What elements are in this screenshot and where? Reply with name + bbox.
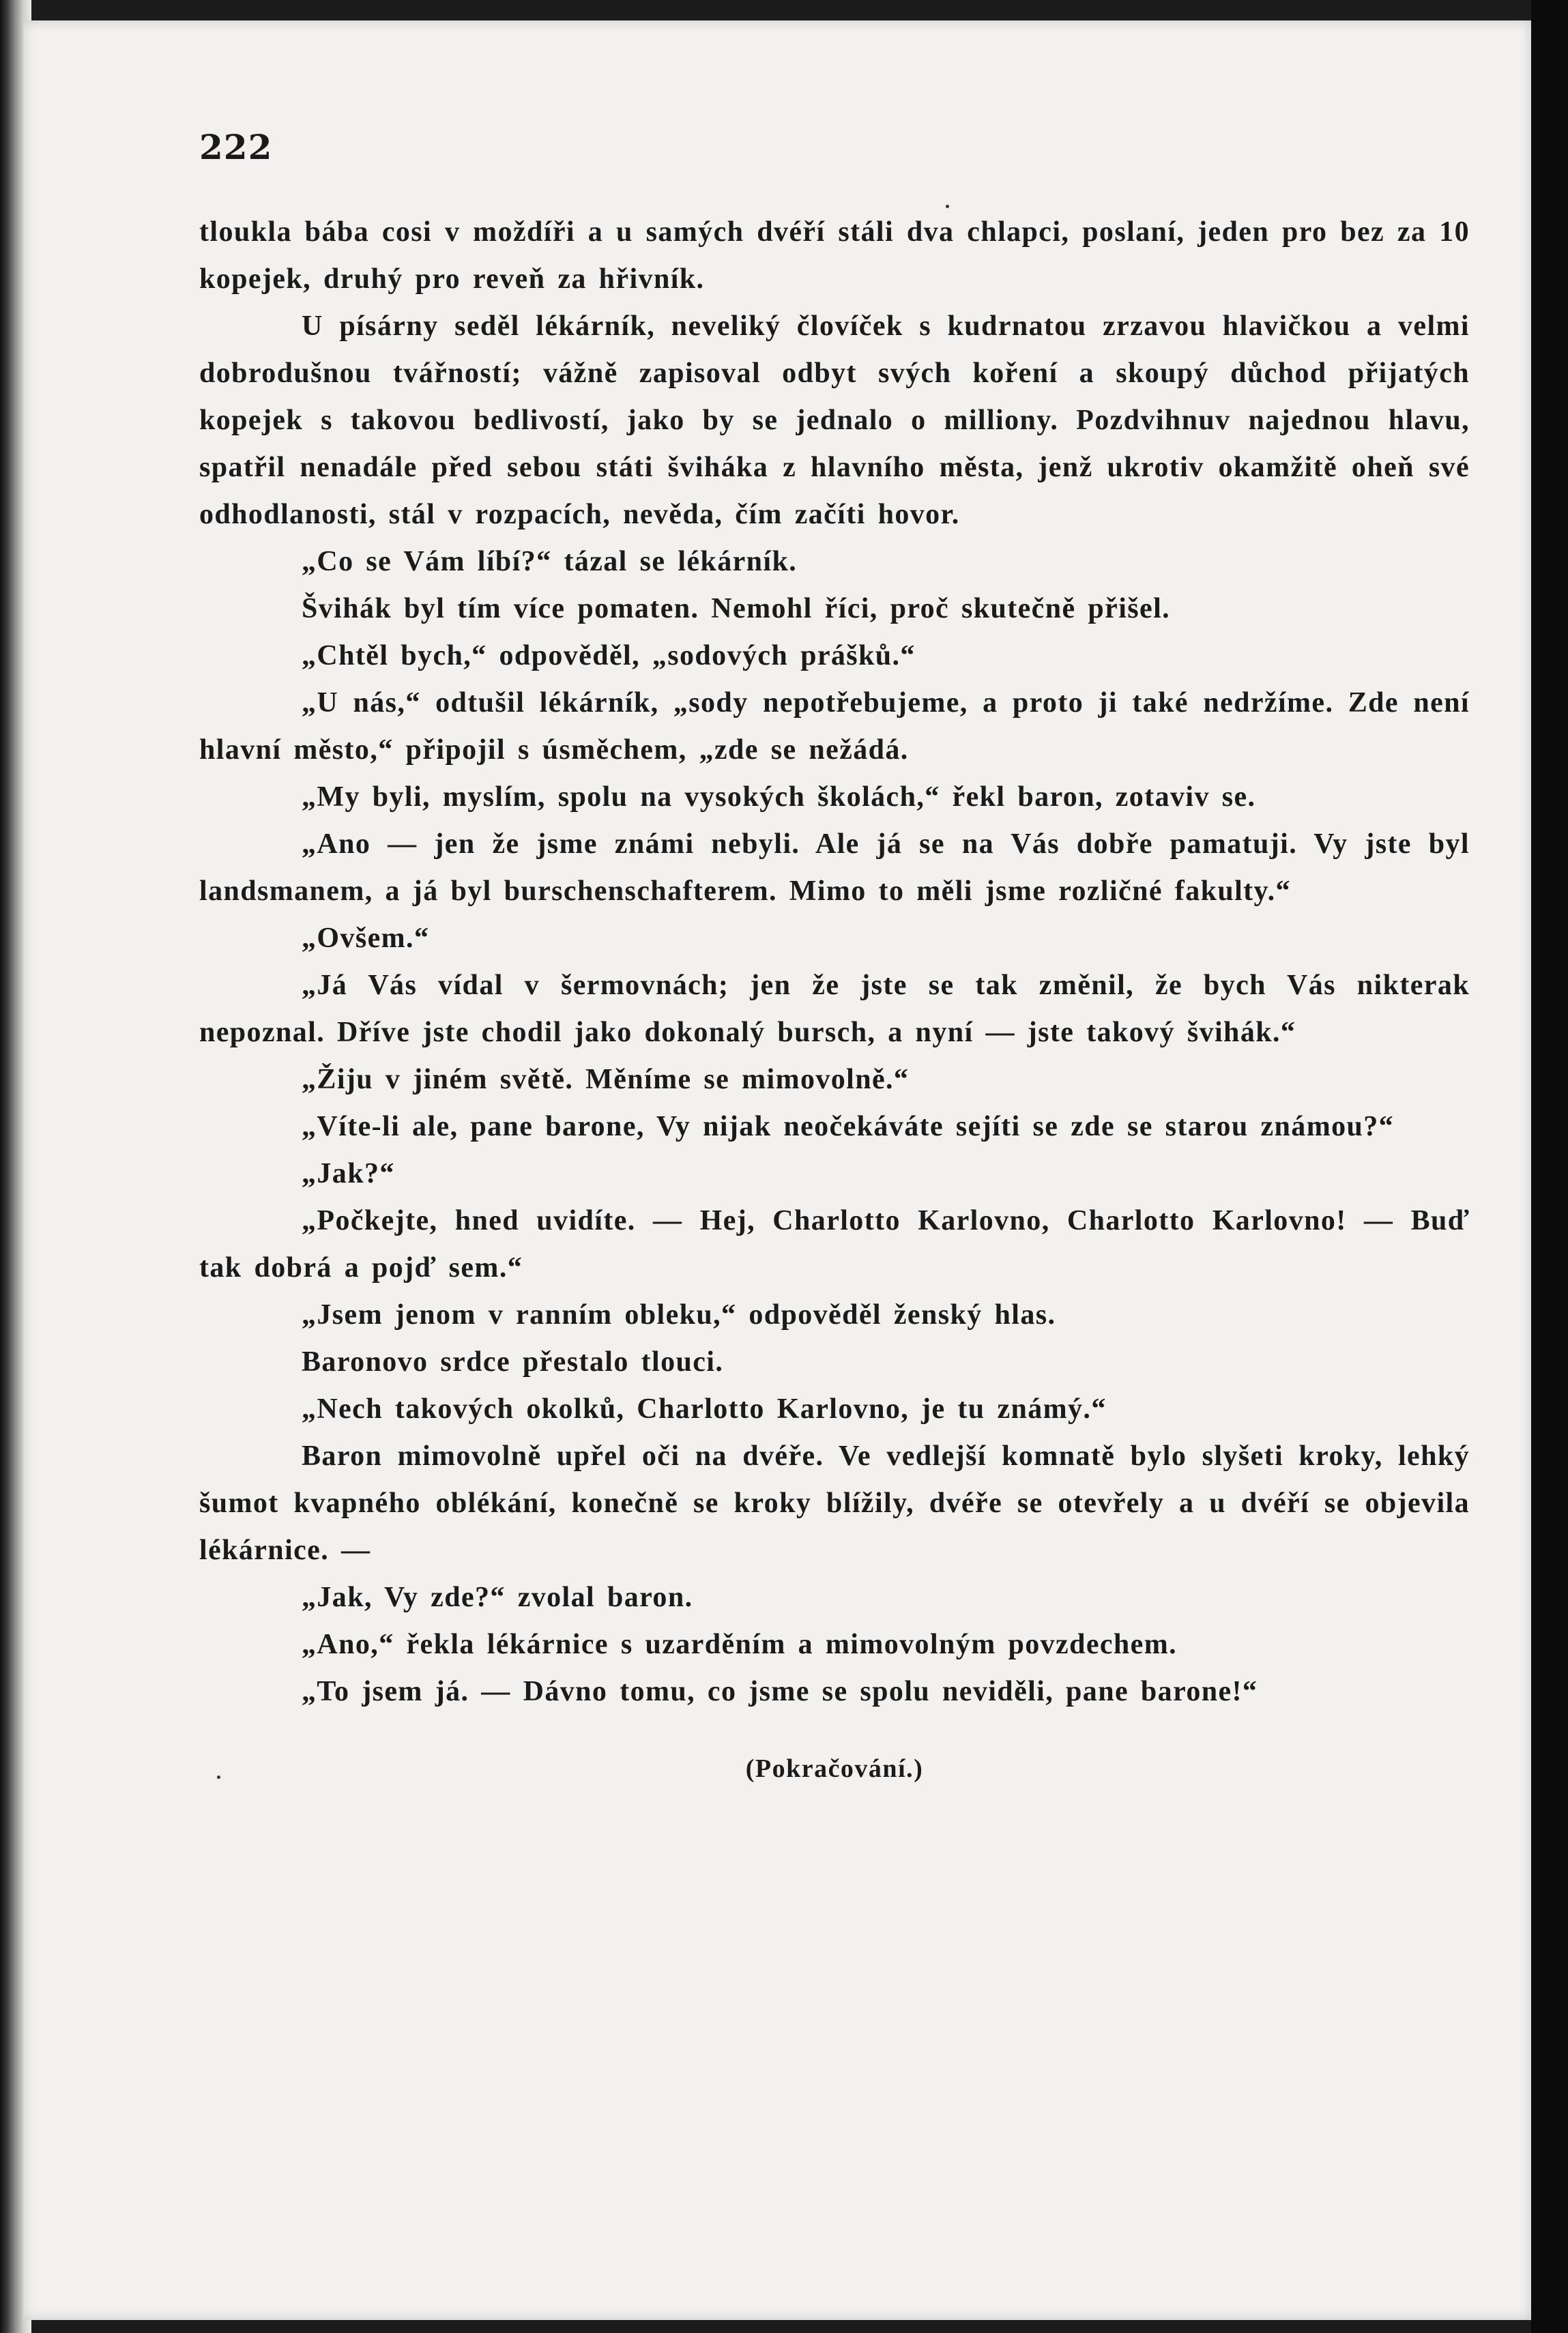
continuation-note: (Pokračování.) xyxy=(745,1754,924,1783)
body-text xyxy=(199,209,1470,1715)
paragraph: U písárny seděl lékárník, neveliký človíček s kudrnatou zrzavou hlavičkou a velmi dobrodušnou tvářností; vážně zapisoval odbyt svých koření a skoupý důchod přijatých kopejek s takovou bedlivostí, jako by se jednalo o milliony. Pozdvihnuv najednou hlavu, spatřil nenadále před sebou státi šviháka z hlavního města, jenž ukrotiv okamžitě oheň své odhodlanosti, stál v rozpacích, nevěda, čím začíti hovor. xyxy=(199,310,1470,530)
ink-speck xyxy=(946,205,949,208)
paragraph: „Žiju v jiném světě. Měníme se mimovolně.“ xyxy=(302,1064,910,1095)
paragraph: Baronovo srdce přestalo tlouci. xyxy=(302,1346,724,1378)
paragraph: „Chtěl bych,“ odpověděl, „sodových prášků.“ xyxy=(302,640,916,671)
paragraph: „Víte-li ale, pane barone, Vy nijak neočekáváte sejíti se zde se starou známou?“ xyxy=(302,1111,1395,1142)
paragraph: „Jak?“ xyxy=(302,1158,395,1189)
paragraph: „Jsem jenom v ranním obleku,“ odpověděl ženský hlas. xyxy=(302,1299,1056,1331)
paragraph: „U nás,“ odtušil lékárník, „sody nepotřebujeme, a proto ji také nedržíme. Zde není hlavní město,“ připojil s úsměchem, „zde se nežádá. xyxy=(199,687,1470,766)
paragraph: „Ano,“ řekla lékárnice s uzarděním a mimovolným povzdechem. xyxy=(302,1629,1178,1660)
paragraph: „To jsem já. — Dávno tomu, co jsme se spolu neviděli, pane barone!“ xyxy=(302,1676,1258,1707)
paragraph: tloukla bába cosi v moždíři a u samých dvéří stáli dva chlapci, poslaní, jeden pro bez za 10 kopejek, druhý pro reveň za hřivník. xyxy=(199,216,1470,295)
page-number: 222 xyxy=(199,127,273,167)
paragraph: „Jak, Vy zde?“ zvolal baron. xyxy=(302,1582,693,1613)
paragraph: „Ano — jen že jsme známi nebyli. Ale já se na Vás dobře pamatuji. Vy jste byl landsmanem, a já byl burschenschafterem. Mimo to měli jsme rozličné fakulty.“ xyxy=(199,828,1470,907)
paragraph: „Nech takových okolků, Charlotto Karlovno, je tu známý.“ xyxy=(302,1393,1107,1425)
paragraph: „My byli, myslím, spolu na vysokých školách,“ řekl baron, zotaviv se. xyxy=(302,781,1256,813)
paragraph: „Já Vás vídal v šermovnách; jen že jste se tak změnil, že bych Vás nikterak nepoznal. Dříve jste chodil jako dokonalý bursch, a nyní — jste takový švihák.“ xyxy=(199,970,1470,1048)
paragraph: Švihák byl tím více pomaten. Nemohl říci, proč skutečně přišel. xyxy=(302,593,1171,624)
scan-background-edge xyxy=(1531,0,1568,2333)
paragraph: Baron mimovolně upřel oči na dvéře. Ve vedlejší komnatě bylo slyšeti kroky, lehký šumot kvapného oblékání, konečně se kroky blížily, dvéře se otevřely a u dvéří se objevila lékárnice. — xyxy=(199,1440,1470,1566)
paragraph: „Počkejte, hned uvidíte. — Hej, Charlotto Karlovno, Charlotto Karlovno! — Buď tak dobrá a pojď sem.“ xyxy=(199,1205,1470,1284)
paragraph: „Ovšem.“ xyxy=(302,923,430,954)
paragraph: „Co se Vám líbí?“ tázal se lékárník. xyxy=(302,546,798,577)
